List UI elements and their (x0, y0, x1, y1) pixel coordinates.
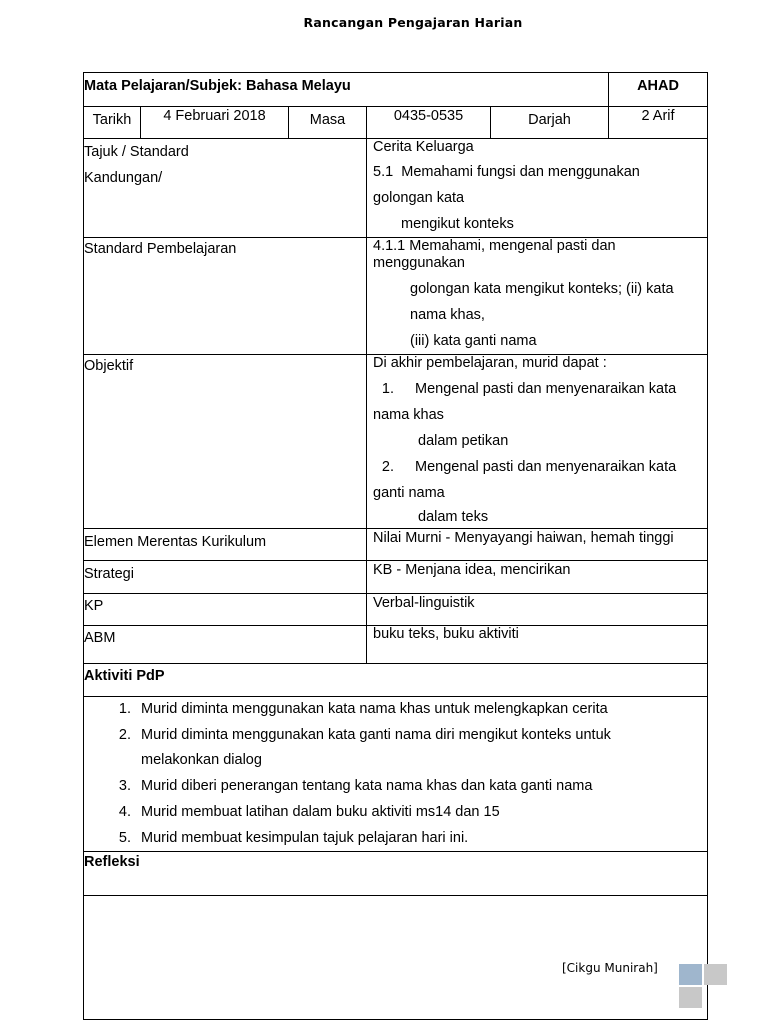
aktiviti-item-3-num: 3. (118, 778, 131, 795)
aktiviti-item-3-text: Murid diberi penerangan tentang kata nama khas dan kata ganti nama (141, 778, 593, 795)
aktiviti-item-1-text: Murid diminta menggunakan kata nama khas untuk melengkapkan cerita (141, 701, 608, 717)
aktiviti-item-5-text: Murid membuat kesimpulan tajuk pelajaran hari ini. (141, 829, 469, 846)
sp-line1: 4.1.1 Memahami, mengenal pasti dan menggunakan (373, 238, 616, 271)
tarikh-label: Tarikh (84, 107, 141, 139)
masa-value: 0435-0535 (367, 107, 491, 139)
abm-row (84, 626, 708, 664)
footer-grey-square-right (704, 964, 727, 985)
aktiviti-item-3 (90, 774, 701, 800)
tajuk-value-cell (367, 139, 708, 238)
tajuk-row (84, 139, 708, 238)
tajuk-std-line2: mengikut konteks (401, 216, 514, 232)
aktiviti-item-5-num: 5. (118, 829, 131, 846)
objektif-item-1-num: 1. (381, 381, 394, 397)
kp-label: KP (84, 594, 367, 626)
aktiviti-list-row (84, 697, 708, 852)
objektif-row (84, 355, 708, 529)
objektif-item-1-line2: dalam petikan (418, 433, 509, 449)
objektif-label: Objektif (84, 355, 367, 529)
emk-label: Elemen Merentas Kurikulum (84, 529, 367, 561)
tajuk-standard (373, 159, 701, 211)
aktiviti-item-2-text: Murid diminta menggunakan kata ganti nama diri mengikut konteks untuk (141, 726, 611, 743)
strategi-value: KB - Menjana idea, mencirikan (367, 561, 708, 594)
aktiviti-item-1-num: 1. (118, 701, 131, 717)
subject-label: Mata Pelajaran/Subjek: Bahasa Melayu (84, 73, 609, 107)
objektif-item-2 (373, 454, 701, 528)
tajuk-title: Cerita Keluarga (373, 139, 474, 155)
aktiviti-item-5 (90, 826, 701, 852)
aktiviti-item-4-num: 4. (118, 803, 131, 820)
strategi-label: Strategi (84, 561, 367, 594)
objektif-item-2-line1: Mengenal pasti dan menyenaraikan kata ganti nama (373, 459, 677, 501)
aktiviti-list (84, 697, 708, 852)
objektif-item-1-line1: Mengenal pasti dan menyenaraikan kata nama khas (373, 381, 677, 423)
footer-author: [Cikgu Munirah] (562, 961, 658, 975)
aktiviti-item-4 (90, 800, 701, 826)
objektif-intro: Di akhir pembelajaran, murid dapat : (373, 355, 607, 371)
aktiviti-item-1 (90, 697, 701, 723)
day-label: AHAD (609, 73, 708, 107)
darjah-value: 2 Arif (609, 107, 708, 139)
aktiviti-item-2-line2: melakonkan dialog (141, 752, 262, 769)
footer-blue-square (679, 964, 702, 985)
sp-line3: (iii) kata ganti nama (410, 333, 537, 349)
lesson-plan-table (83, 72, 708, 1020)
objektif-item-2-line2: dalam teks (418, 509, 489, 525)
objektif-item-2-num: 2. (381, 459, 394, 475)
sp-value-cell (367, 238, 708, 355)
aktiviti-item-2 (90, 723, 701, 749)
abm-value: buku teks, buku aktiviti (367, 626, 708, 664)
masa-label: Masa (289, 107, 367, 139)
tajuk-std-line1: Memahami fungsi dan menggunakan golongan kata (373, 164, 640, 206)
aktiviti-header-row (84, 664, 708, 697)
objektif-item-1 (373, 376, 701, 454)
meta-row (84, 107, 708, 139)
emk-value: Nilai Murni - Menyayangi haiwan, hemah tinggi (367, 529, 708, 561)
emk-row (84, 529, 708, 561)
page-title: Rancangan Pengajaran Harian (303, 15, 523, 30)
sp-line2: golongan kata mengikut konteks; (ii) kata nama khas, (410, 281, 674, 323)
abm-label: ABM (84, 626, 367, 664)
refleksi-body-row (84, 896, 708, 1020)
subject-row (84, 73, 708, 107)
refleksi-header-row (84, 852, 708, 896)
tajuk-label-line1: Tajuk / Standard (84, 144, 189, 160)
sp-row (84, 238, 708, 355)
aktiviti-item-4-text: Murid membuat latihan dalam buku aktiviti ms14 dan 15 (141, 803, 500, 820)
aktiviti-item-2-num: 2. (118, 726, 131, 743)
tajuk-label-cell (84, 139, 367, 238)
tajuk-std-num: 5.1 (373, 164, 394, 180)
darjah-label: Darjah (491, 107, 609, 139)
refleksi-value (84, 896, 708, 1020)
strategi-row (84, 561, 708, 594)
footer-grey-square-bottom (679, 987, 702, 1008)
kp-row (84, 594, 708, 626)
objektif-value-cell (367, 355, 708, 529)
aktiviti-label: Aktiviti PdP (84, 664, 708, 697)
sp-label: Standard Pembelajaran (84, 238, 367, 355)
refleksi-label: Refleksi (84, 852, 708, 896)
kp-value: Verbal-linguistik (367, 594, 708, 626)
tajuk-label-line2: Kandungan/ (84, 170, 163, 186)
tarikh-value: 4 Februari 2018 (141, 107, 289, 139)
